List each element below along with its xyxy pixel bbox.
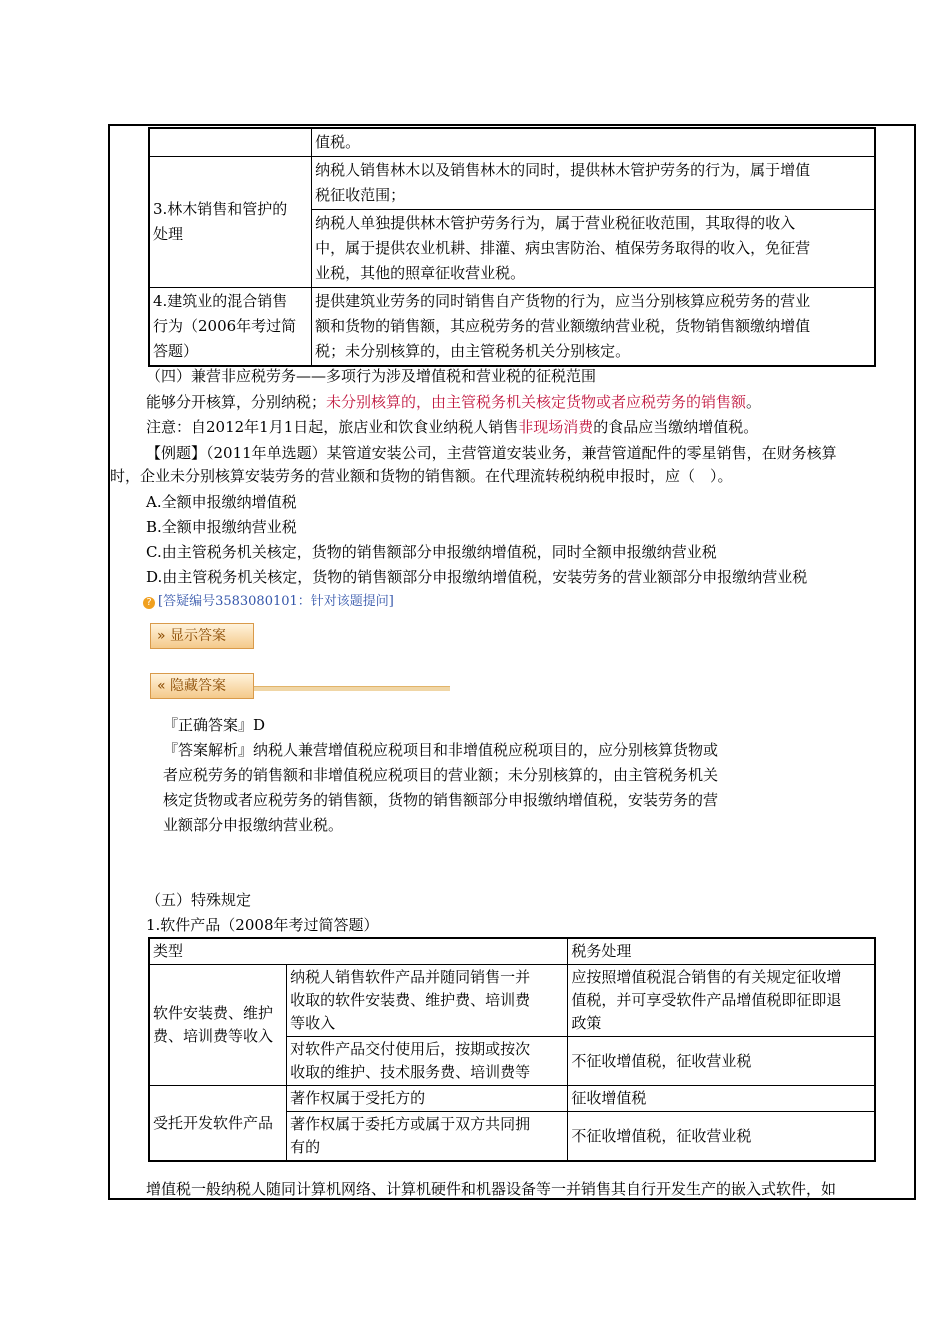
section4-rule: [146, 390, 761, 414]
table-cell: [312, 157, 875, 210]
divider: [254, 686, 450, 691]
cell-text: 不征收增值税，征收营业税: [571, 1126, 752, 1145]
cell-text: 纳税人销售林木以及销售林木的同时，提供林木管护劳务的行为，属于增值: [315, 161, 811, 179]
group-label-install: [149, 965, 287, 1086]
table-cell: [568, 1086, 875, 1112]
rule-text: 能够分开核算，分别纳税；: [146, 393, 327, 411]
help-icon: ?: [143, 597, 155, 609]
cell-text: 中，属于提供农业机耕、排灌、病虫害防治、植保劳务取得的收入，免征营: [315, 239, 811, 257]
cell-text: 税征收范围；: [315, 186, 406, 204]
table-cell: [287, 965, 568, 1037]
cell-text: 收取的软件安装费、维护费、培训费: [290, 991, 531, 1009]
table-row: [149, 288, 875, 367]
cell-text: 行为（2006年考过简: [153, 317, 297, 335]
table-row: [149, 157, 875, 210]
table-cell: [568, 965, 875, 1037]
show-answer-button[interactable]: » 显示答案: [150, 623, 254, 649]
software-table: [148, 937, 876, 1162]
cell-text: 处理: [153, 225, 184, 243]
cell-text: 纳税人单独提供林木管护劳务行为，属于营业税征收范围，其取得的收入: [315, 214, 796, 232]
table-row: [149, 965, 875, 1037]
cell-text: 受托开发软件产品: [153, 1113, 274, 1132]
mixed-sales-table: [148, 127, 876, 367]
analysis-line-3: 核定货物或者应税劳务的销售额，货物的销售额部分申报缴纳增值税，安装劳务的营: [163, 791, 719, 809]
cell-text: 值税。: [315, 133, 361, 151]
table-cell: [287, 1086, 568, 1112]
cell-text: 征收增值税: [571, 1089, 647, 1107]
correct-answer: 『正确答案』D: [163, 716, 266, 734]
section5-heading: （五）特殊规定: [146, 891, 252, 909]
note-highlight: 非现场消费: [518, 418, 594, 436]
table-cell: [568, 1112, 875, 1162]
section4-note: [146, 415, 758, 439]
table-cell: [312, 210, 875, 288]
table-cell: [287, 1037, 568, 1086]
table-row: [149, 1086, 875, 1112]
table-cell: [287, 1112, 568, 1162]
section4-heading: （四）兼营非应税劳务——多项行为涉及增值税和营业税的征税范围: [146, 367, 597, 385]
cell-text: 值税，并可享受软件产品增值税即征即退: [571, 991, 842, 1009]
group-label-custom-dev: [149, 1086, 287, 1162]
cell-text: 等收入: [290, 1014, 336, 1032]
note-text: 注意：自2012年1月1日起，旅店业和饮食业纳税人销售: [146, 418, 519, 436]
cell-text: 3.林木销售和管护的: [153, 200, 288, 218]
hide-answer-bar: [150, 673, 450, 703]
note-text: 的食品应当缴纳增值税。: [593, 418, 759, 436]
cell-text: 有的: [290, 1138, 321, 1156]
cell-text: 应按照增值税混合销售的有关规定征收增: [571, 968, 842, 986]
cell-text: 著作权属于委托方或属于双方共同拥: [290, 1115, 531, 1133]
embedded-software-line: 增值税一般纳税人随同计算机网络、计算机硬件和机器设备等一并销售其自行开发生产的嵌入式软件，如: [146, 1180, 837, 1198]
table-cell: [149, 128, 312, 157]
analysis-line-4: 业额部分申报缴纳营业税。: [163, 816, 344, 834]
rule-highlight: 未分别核算的，由主管税务机关核定货物或者应税劳务的销售额: [326, 393, 747, 411]
row-label-construction: [149, 288, 312, 367]
cell-text: 著作权属于受托方的: [290, 1089, 426, 1107]
option-a: A.全额申报缴纳增值税: [146, 493, 297, 511]
question-link-text[interactable]: [答疑编号3583080101：针对该题提问]: [158, 594, 394, 609]
option-b: B.全额申报缴纳营业税: [146, 518, 297, 536]
option-d: D.由主管税务机关核定，货物的销售额部分申报缴纳增值税，安装劳务的营业额部分申报缴纳营业税: [146, 568, 808, 586]
table-header-row: [149, 938, 875, 965]
cell-text: 业税，其他的照章征收营业税。: [315, 264, 526, 282]
cell-text: 软件安装费、维护: [153, 1004, 274, 1022]
cell-text: 答题）: [153, 342, 199, 360]
cell-text: 政策: [571, 1014, 602, 1032]
table-cell: [568, 1037, 875, 1086]
cell-text: 税；未分别核算的，由主管税务机关分别核定。: [315, 342, 631, 360]
cell-text: 4.建筑业的混合销售: [153, 292, 288, 310]
example-line-2: 时，企业未分别核算安装劳务的营业额和货物的销售额。在代理流转税纳税申报时，应（ ）。: [110, 467, 733, 485]
analysis-line-1: 『答案解析』纳税人兼营增值税应税项目和非增值税应税项目的，应分别核算货物或: [163, 741, 719, 759]
cell-text: 提供建筑业劳务的同时销售自产货物的行为，应当分别核算应税劳务的营业: [315, 292, 811, 310]
cell-text: 对软件产品交付使用后，按期或按次: [290, 1040, 531, 1058]
cell-text: 收取的维护、技术服务费、培训费等: [290, 1063, 531, 1081]
table-row: [149, 128, 875, 157]
rule-text: 。: [746, 393, 762, 411]
cell-text: 不征收增值税，征收营业税: [571, 1051, 752, 1070]
question-link[interactable]: [143, 590, 394, 609]
cell-text: 费、培训费等收入: [153, 1027, 274, 1045]
cell-text: 额和货物的销售额，其应税劳务的营业额缴纳营业税，货物销售额缴纳增值: [315, 317, 811, 335]
analysis-line-2: 者应税劳务的销售额和非增值税应税项目的营业额；未分别核算的，由主管税务机关: [163, 766, 719, 784]
option-c: C.由主管税务机关核定，货物的销售额部分申报缴纳增值税，同时全额申报缴纳营业税: [146, 543, 717, 561]
header-tax: 税务处理: [568, 938, 875, 965]
header-type: 类型: [149, 938, 568, 965]
table-cell: [312, 128, 875, 157]
software-subheading: 1.软件产品（2008年考过简答题）: [146, 916, 379, 934]
table-cell: [312, 288, 875, 367]
cell-text: 纳税人销售软件产品并随同销售一并: [290, 968, 531, 986]
example-line-1: 【例题】（2011年单选题）某管道安装公司，主营管道安装业务，兼营管道配件的零星销售，在财务核算: [146, 444, 837, 462]
hide-answer-button[interactable]: « 隐藏答案: [150, 673, 254, 699]
row-label-forestry: [149, 157, 312, 288]
